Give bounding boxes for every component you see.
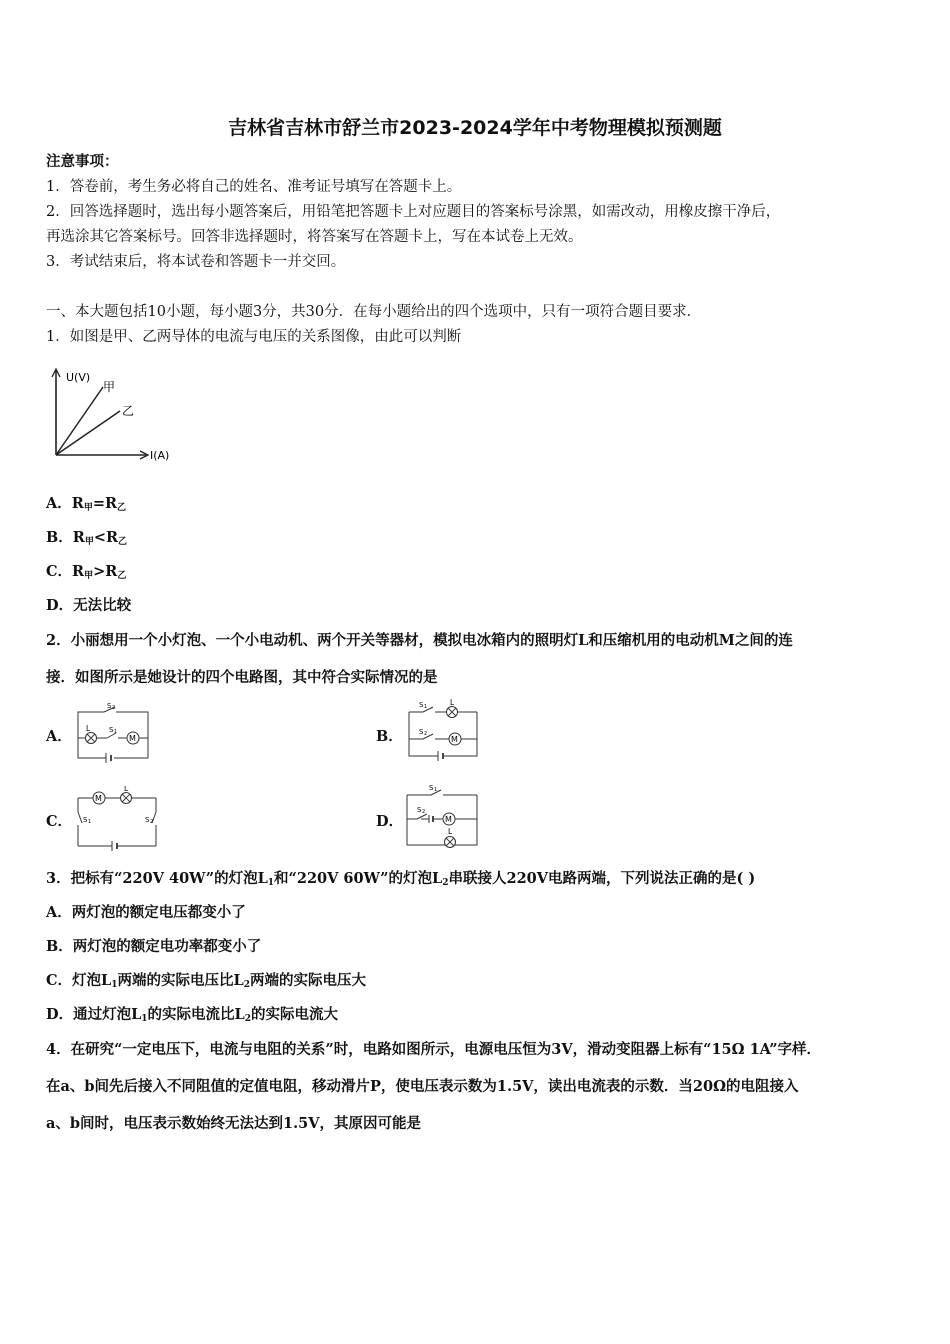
svg-text:L: L — [450, 698, 455, 707]
question-4-line-1: 4．在研究“一定电压下，电流与电阻的关系”时，电路如图所示，电源电压恒为3V，滑动变阻器上标有“15Ω 1A”字样． — [46, 1041, 822, 1058]
q2-option-d-label[interactable]: D． — [376, 813, 404, 830]
svg-text:S: S — [417, 806, 422, 814]
svg-text:M: M — [129, 734, 136, 743]
question-4-line-3: a、b间时，电压表示数始终无法达到1.5V，其原因可能是 — [46, 1115, 422, 1132]
q1-option-a[interactable]: A．$R_甲=R_乙$ — [46, 495, 127, 513]
svg-text:S: S — [419, 728, 424, 736]
question-2-stem-2: 接．如图所示是她设计的四个电路图，其中符合实际情况的是 — [46, 669, 438, 686]
svg-text:2: 2 — [150, 819, 154, 825]
notice-item-1: 1．答卷前，考生务必将自己的姓名、准考证号填写在答题卡上。 — [46, 179, 462, 195]
svg-text:2: 2 — [422, 809, 426, 815]
q3-option-a[interactable]: A．两灯泡的额定电压都变小了 — [46, 904, 246, 921]
svg-text:1: 1 — [424, 704, 428, 710]
q1-option-b[interactable]: B．$R_甲<R_乙$ — [46, 529, 128, 547]
svg-text:2: 2 — [112, 705, 116, 711]
notice-item-2-cont: 再选涂其它答案标号。回答非选择题时，将答案写在答题卡上，写在本试卷上无效。 — [46, 229, 583, 245]
notice-item-3: 3．考试结束后，将本试卷和答题卡一并交回。 — [46, 254, 346, 270]
q1-option-d[interactable]: D．无法比较 — [46, 597, 132, 614]
question-4-line-2: 在a、b间先后接入不同阻值的定值电阻，移动滑片P，使电压表示数为1.5V，读出电流表的示数．当20Ω的电阻接入 — [46, 1078, 799, 1095]
question-3-stem: 3．把标有“220V 40W”的灯泡$L_1$和“220V 60W”的灯泡$L_2$串联接人220V电路两端，下列说法正确的是( ) — [46, 870, 756, 888]
q3-option-d[interactable]: D．通过灯泡$L_1$的实际电流比$L_2$的实际电流大 — [46, 1006, 339, 1024]
graph-line-yi-label: 乙 — [122, 404, 135, 418]
section-heading: 一、本大题包括10小题，每小题3分，共30分．在每小题给出的四个选项中，只有一项符合题目要求． — [46, 304, 702, 320]
q2-option-b-label[interactable]: B． — [376, 728, 403, 745]
svg-text:M: M — [451, 735, 458, 744]
q2-option-a-label[interactable]: A． — [46, 728, 72, 745]
graph-y-label: U(V) — [66, 371, 91, 384]
q3-option-c[interactable]: C．灯泡$L_1$两端的实际电压比$L_2$两端的实际电压大 — [46, 972, 366, 990]
circuit-a — [74, 700, 154, 768]
question-1-stem: 1．如图是甲、乙两导体的电流与电压的关系图像，由此可以判断 — [46, 329, 462, 345]
notice-item-2: 2．回答选择题时，选出每小题答案后，用铅笔把答题卡上对应题目的答案标号涂黑，如需改动，用橡皮擦干净后， — [46, 204, 781, 220]
notice-heading: 注意事项： — [46, 153, 119, 170]
q3-option-b[interactable]: B．两灯泡的额定电功率都变小了 — [46, 938, 262, 955]
graph-x-label: I(A) — [150, 449, 170, 462]
svg-text:1: 1 — [434, 787, 438, 793]
circuit-d — [403, 779, 483, 853]
q2-option-c-label[interactable]: C． — [46, 813, 73, 830]
svg-text:L: L — [86, 724, 91, 733]
svg-text:2: 2 — [424, 731, 428, 737]
svg-text:S: S — [429, 784, 434, 792]
svg-text:S: S — [109, 726, 114, 734]
svg-text:M: M — [445, 815, 452, 824]
q1-option-c[interactable]: C．$R_甲>R_乙$ — [46, 563, 127, 581]
circuit-c — [74, 786, 164, 854]
svg-text:S: S — [107, 702, 112, 710]
svg-text:1: 1 — [88, 819, 92, 825]
svg-text:L: L — [448, 827, 453, 836]
page-title: 吉林省吉林市舒兰市2023-2024学年中考物理模拟预测题 — [228, 117, 722, 139]
question-2-stem-1: 2．小丽想用一个小灯泡、一个小电动机、两个开关等器材，模拟电冰箱内的照明灯L和压缩机用的电动机M之间的连 — [46, 632, 793, 649]
svg-text:S: S — [145, 816, 150, 824]
circuit-b — [403, 696, 483, 768]
ui-graph — [46, 365, 186, 465]
svg-text:M: M — [95, 794, 102, 803]
svg-text:L: L — [124, 786, 129, 793]
svg-text:S: S — [83, 816, 88, 824]
svg-text:S: S — [419, 701, 424, 709]
graph-line-jia-label: 甲 — [103, 380, 116, 394]
svg-text:1: 1 — [114, 729, 118, 735]
